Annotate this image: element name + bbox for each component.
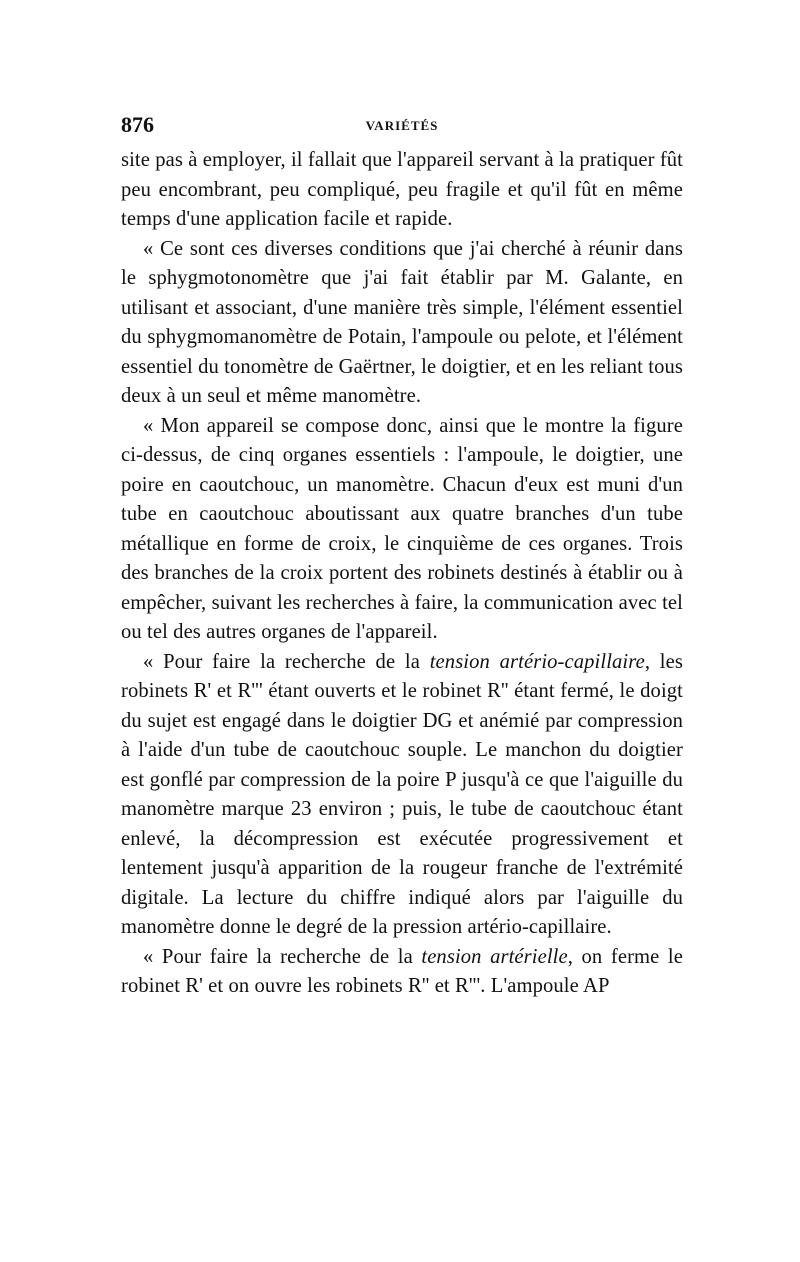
body-text [121,146,683,1002]
paragraph-5 [121,943,683,1002]
paragraph-4-text-b: , les robinets R' et R''' étant ouverts et le robinet R'' étant fermé, le doigt du sujet est engagé dans le doigtier DG et anémié par compression à l'aide d'un tube de caoutchouc souple. Le manchon du doigtier est gonflé par compression de la poire P jusqu'à ce que l'aiguille du manomètre marque 23 environ ; puis, le tube de caoutchouc étant enlevé, la décompression est exécutée progressivement et lentement jusqu'à apparition de la rougeur franche de l'extrémité digitale. La lecture du chiffre indiqué alors par l'aiguille du manomètre donne le degré de la pression artério-capillaire. [121,650,683,938]
paragraph-5-italic-term: tension artérielle [421,945,568,968]
running-head: VARIÉTÉS [365,118,439,133]
paragraph-4-italic-term: tension artério-capillaire [429,650,645,673]
page-number: 876 [121,112,154,137]
paragraph-2 [121,235,683,412]
paragraph-5-text-a: « Pour faire la recherche de la [143,945,422,968]
paragraph-1-text: site pas à employer, il fallait que l'appareil servant à la pratiquer fût peu encombrant, peu compliqué, peu fragile et qu'il fût en même temps d'une application facile et rapide. [121,149,683,230]
paragraph-3-text: « Mon appareil se compose donc, ainsi que le montre la figure ci-dessus, de cinq organes essentiels : l'ampoule, le doigtier, une poire en caoutchouc, un manomètre. Chacun d'eux est muni d'un tube en caoutchouc aboutissant aux quatre branches d'un tube métallique en forme de croix, le cinquième de ces organes. Trois des branches de la croix portent des robinets destinés à établir ou à empêcher, suivant les recherches à faire, la communication avec tel ou tel des autres organes de l'appareil. [121,414,683,643]
paragraph-3 [121,412,683,648]
book-page [121,112,683,1002]
paragraph-1 [121,146,683,235]
paragraph-4-text-a: « Pour faire la recherche de la [143,650,430,673]
paragraph-4 [121,648,683,943]
paragraph-2-text: « Ce sont ces diverses conditions que j'ai cherché à réunir dans le sphygmotonomètre que j'ai fait établir par M. Galante, en utilisant et associant, d'une manière très simple, l'élément essentiel du sphygmomanomètre de Potain, l'ampoule ou pelote, et l'élément essentiel du tonomètre de Gaërtner, le doigtier, et en les reliant tous deux à un seul et même manomètre. [121,237,683,407]
paragraph-5-text-b: , on ferme le robinet R' et on ouvre les robinets R'' et R'''. L'ampoule AP [121,945,683,997]
page-header [121,112,683,146]
